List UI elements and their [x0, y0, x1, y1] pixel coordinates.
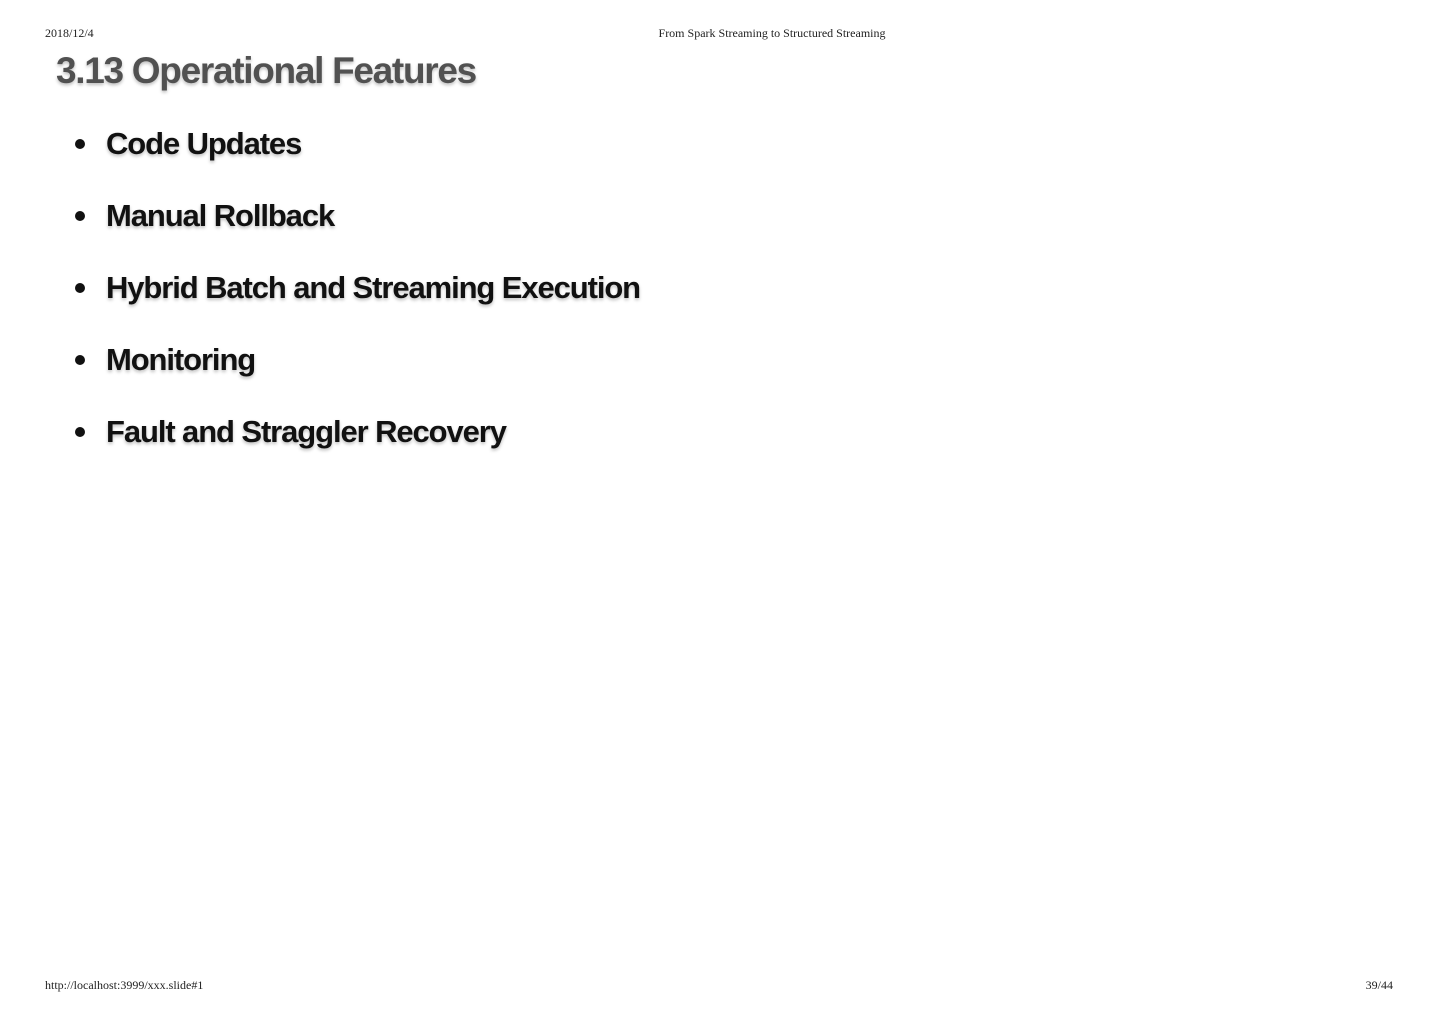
print-header-title: From Spark Streaming to Structured Streaming	[658, 26, 886, 40]
bullet-dot-icon	[75, 211, 85, 221]
bullet-text: Hybrid Batch and Streaming Execution	[106, 270, 641, 305]
bullet-text: Manual Rollback	[106, 198, 335, 233]
bullet-text: Monitoring	[106, 342, 256, 377]
bullet-dot-icon	[75, 427, 85, 437]
bullet-text: Code Updates	[106, 126, 302, 161]
bullet-dot-icon	[75, 283, 85, 293]
bullet-dot-icon	[75, 355, 85, 365]
print-footer-page-indicator: 39/44	[1365, 978, 1393, 992]
print-header-date: 2018/12/4	[45, 26, 94, 40]
print-footer-url: http://localhost:3999/xxx.slide#1	[45, 978, 204, 992]
bullet-dot-icon	[75, 139, 85, 149]
bullet-text: Fault and Straggler Recovery	[106, 414, 506, 449]
slide-title: 3.13 Operational Features	[56, 50, 476, 91]
